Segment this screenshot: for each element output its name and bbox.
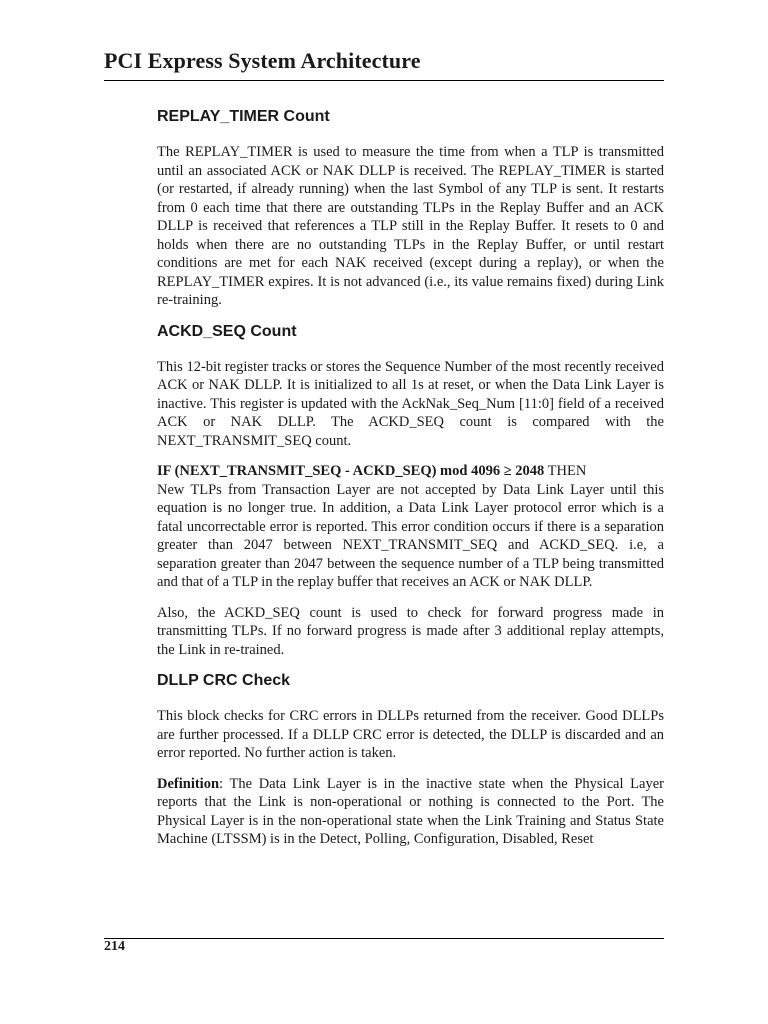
condition-line <box>157 462 664 481</box>
definition-label: Definition <box>157 775 220 792</box>
heading-dllp-crc: DLLP CRC Check <box>157 672 291 689</box>
condition-expression: IF (NEXT_TRANSMIT_SEQ - ACKD_SEQ) mod 4096 ≥ 2048 <box>157 463 545 479</box>
paragraph-definition <box>157 775 664 849</box>
definition-text: : The Data Link Layer is in the inactive state when the Physical Layer reports that the Link is non-operational or nothing is connected to the Port. The Physical Layer is in the non-operational state when the Link Training and Status State Machine (LTSSM) is in the Detect, Polling, Configuration, Disabled, Reset <box>157 775 664 847</box>
paragraph-dllp-crc: This block checks for CRC errors in DLLPs returned from the receiver. Good DLLPs are further processed. If a DLLP CRC error is detected, the DLLP is discarded and an error reported. No further action is taken. <box>157 708 664 761</box>
page-number: 214 <box>104 939 125 954</box>
footer-divider <box>104 938 664 939</box>
paragraph-replay-timer: The REPLAY_TIMER is used to measure the time from when a TLP is transmitted until an associated ACK or NAK DLLP is received. The REPLAY_TIMER is started (or restarted, if already running) when the last Symbol of any TLP is sent. It restarts from 0 each time that there are outstanding TLPs in the Replay Buffer and an ACK DLLP is received that references a TLP still in the Replay Buffer. It resets to 0 and holds when there are no outstanding TLPs in the Replay Buffer, or until restart conditions are met for each NAK received (except during a replay), or when the REPLAY_TIMER expires. It is not advanced (i.e., its value remains fixed) during Link re-training. <box>157 144 664 308</box>
paragraph-ackd-seq-1: This 12-bit register tracks or stores the Sequence Number of the most recently received ACK or NAK DLLP. It is initialized to all 1s at reset, or when the Data Link Layer is inactive. This register is updated with the AckNak_Seq_Num [11:0] field of a received ACK or NAK DLLP. The ACKD_SEQ count is compared with the NEXT_TRANSMIT_SEQ count. <box>157 358 664 449</box>
paragraph-ackd-seq-3: Also, the ACKD_SEQ count is used to check for forward progress made in transmitting TLPs. If no forward progress is made after 3 additional replay attempts, the Link in re-trained. <box>157 604 664 658</box>
page-body <box>157 105 664 849</box>
heading-ackd-seq: ACKD_SEQ Count <box>157 322 297 340</box>
heading-replay-timer: REPLAY_TIMER Count <box>157 108 330 125</box>
book-title: PCI Express System Architecture <box>104 48 421 73</box>
paragraph-ackd-seq-2: New TLPs from Transaction Layer are not accepted by Data Link Layer until this equation is no longer true. In addition, a Data Link Layer protocol error which is a fatal uncorrectable error is reported. This error condition occurs if there is a separation greater than 2047 between NEXT_TRANSMIT_SEQ and ACKD_SEQ. i.e, a separation greater than 2047 between the sequence number of a TLP being transmitted and that of a TLP in the replay buffer that receives an ACK or NAK DLLP. <box>157 481 664 590</box>
title-divider <box>104 80 664 81</box>
condition-then: THEN <box>544 463 587 479</box>
